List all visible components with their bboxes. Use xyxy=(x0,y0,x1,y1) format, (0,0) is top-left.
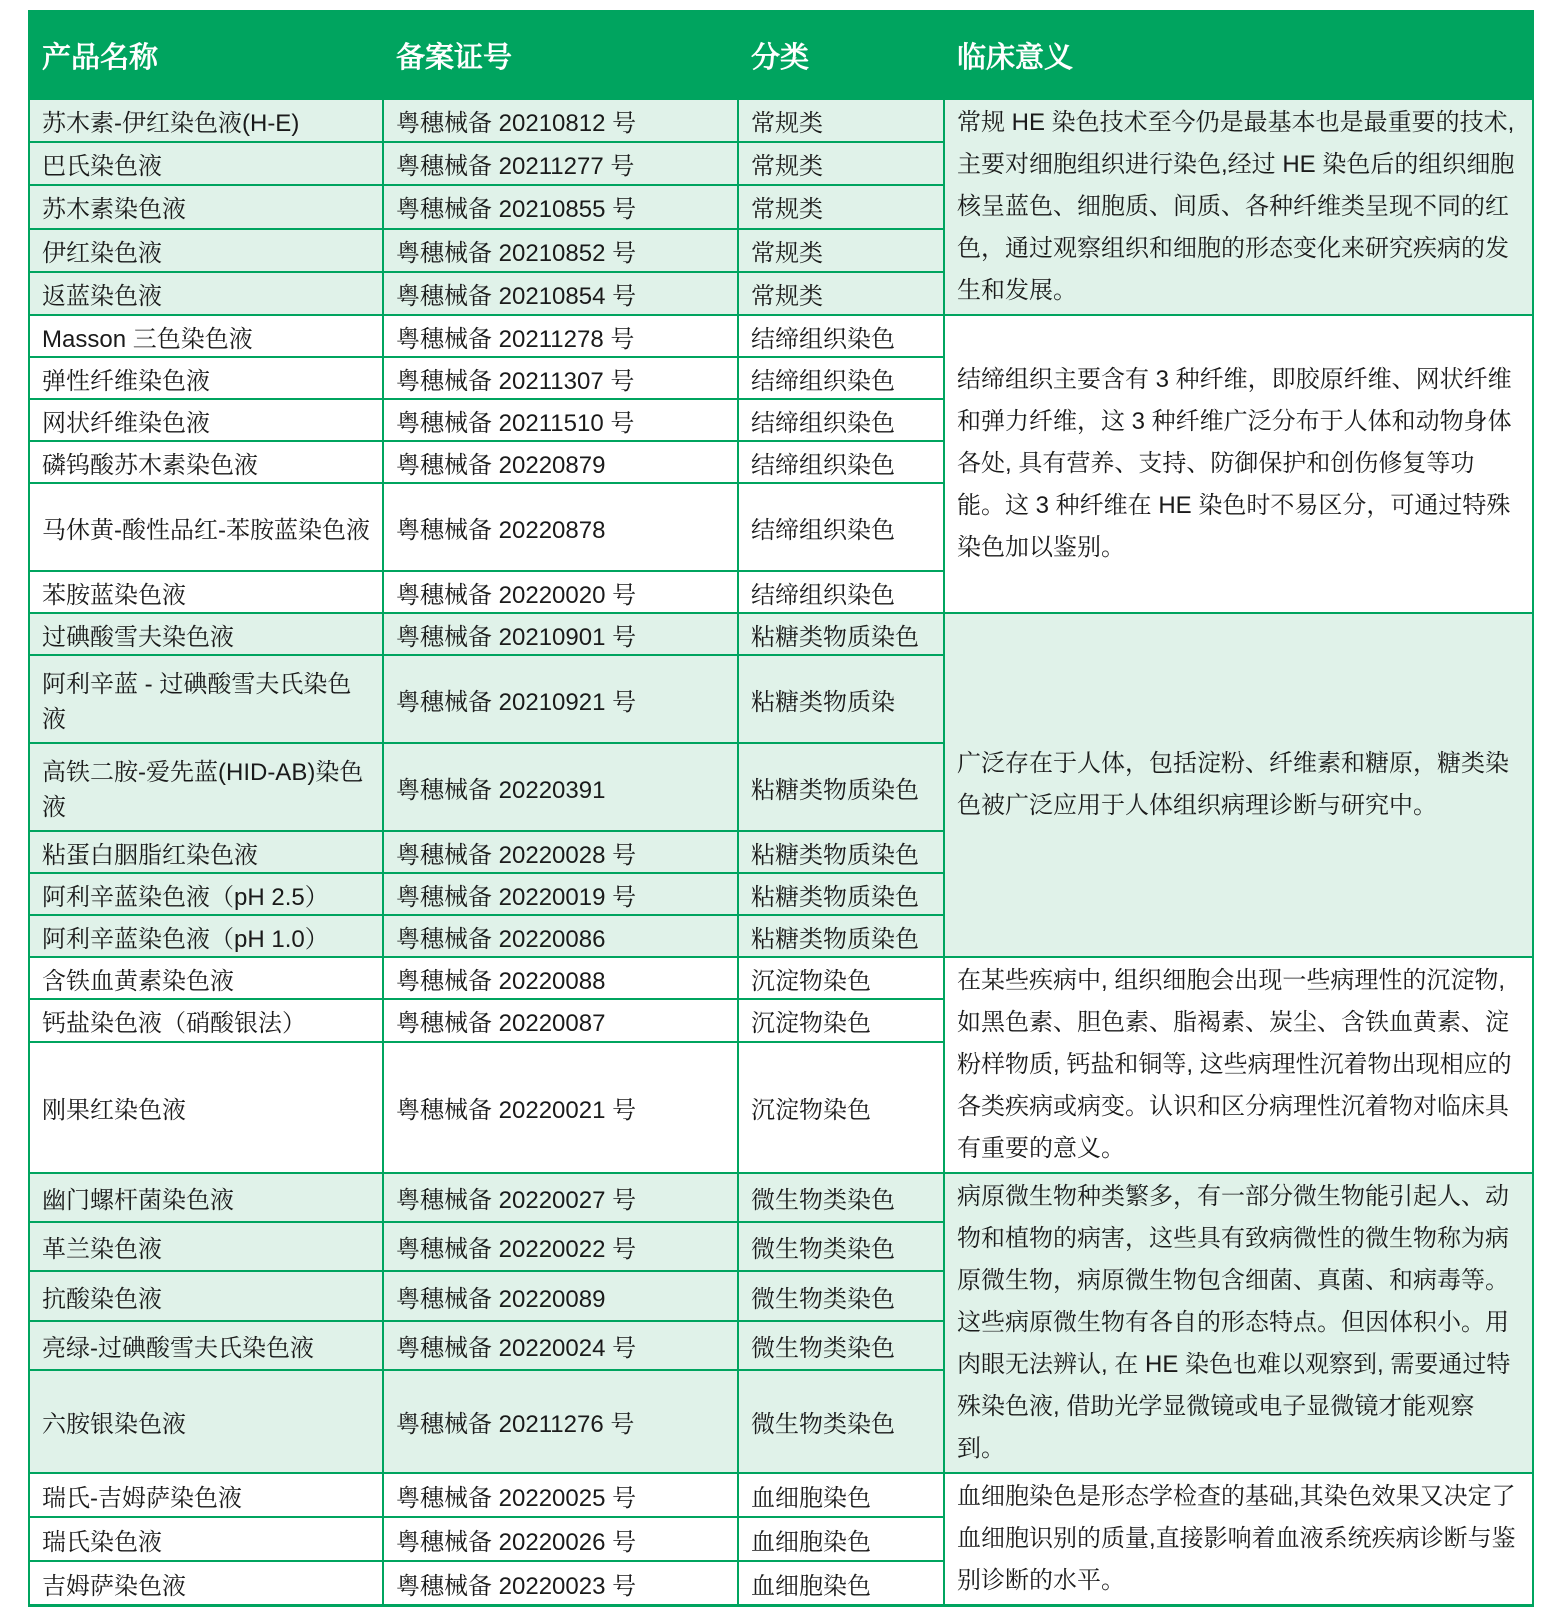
cert-number-cell: 粤穗械备 20220019 号 xyxy=(383,873,738,915)
cert-number-cell: 粤穗械备 20210854 号 xyxy=(383,272,738,315)
product-name-cell: 钙盐染色液（硝酸银法） xyxy=(29,999,383,1041)
product-name-cell: 刚果红染色液 xyxy=(29,1042,383,1173)
clinical-significance-cell: 血细胞染色是形态学检查的基础,其染色效果又决定了血细胞识别的质量,直接影响着血液系统疾病诊断与鉴别诊断的水平。 xyxy=(944,1473,1533,1606)
table-row xyxy=(29,315,1533,357)
product-name-cell: 苏木素染色液 xyxy=(29,185,383,228)
category-cell: 粘糖类物质染色 xyxy=(738,613,944,655)
cert-number-cell: 粤穗械备 20210812 号 xyxy=(383,99,738,142)
category-cell: 结缔组织染色 xyxy=(738,315,944,357)
cert-number-cell: 粤穗械备 20220025 号 xyxy=(383,1473,738,1517)
category-cell: 结缔组织染色 xyxy=(738,571,944,613)
product-name-cell: 阿利辛蓝染色液（pH 2.5） xyxy=(29,873,383,915)
category-cell: 粘糖类物质染色 xyxy=(738,831,944,873)
category-cell: 血细胞染色 xyxy=(738,1473,944,1517)
cert-number-cell: 粤穗械备 20220089 xyxy=(383,1271,738,1320)
column-header-category: 分类 xyxy=(738,11,944,99)
category-cell: 粘糖类物质染 xyxy=(738,655,944,743)
product-name-cell: 马休黄-酸性品红-苯胺蓝染色液 xyxy=(29,483,383,571)
category-cell: 结缔组织染色 xyxy=(738,357,944,399)
clinical-significance-cell: 结缔组织主要含有 3 种纤维，即胶原纤维、网状纤维和弹力纤维，这 3 种纤维广泛分布于人体和动物身体各处, 具有营养、支持、防御保护和创伤修复等功能。这 3 种纤维在 HE 染色时不易区分，可通过特殊染色加以鉴别。 xyxy=(944,315,1533,613)
cert-number-cell: 粤穗械备 20220087 xyxy=(383,999,738,1041)
product-name-cell: 瑞氏-吉姆萨染色液 xyxy=(29,1473,383,1517)
table-row xyxy=(29,1473,1533,1517)
category-cell: 粘糖类物质染色 xyxy=(738,743,944,831)
product-name-cell: Masson 三色染色液 xyxy=(29,315,383,357)
cert-number-cell: 粤穗械备 20211307 号 xyxy=(383,357,738,399)
product-name-cell: 吉姆萨染色液 xyxy=(29,1561,383,1605)
cert-number-cell: 粤穗械备 20220027 号 xyxy=(383,1173,738,1222)
product-name-cell: 磷钨酸苏木素染色液 xyxy=(29,441,383,483)
product-name-cell: 苏木素-伊红染色液(H-E) xyxy=(29,99,383,142)
column-header-product-name: 产品名称 xyxy=(29,11,383,99)
cert-number-cell: 粤穗械备 20220026 号 xyxy=(383,1517,738,1561)
product-registration-table xyxy=(28,10,1534,1607)
cert-number-cell: 粤穗械备 20220028 号 xyxy=(383,831,738,873)
category-cell: 沉淀物染色 xyxy=(738,999,944,1041)
product-name-cell: 弹性纤维染色液 xyxy=(29,357,383,399)
clinical-significance-cell: 病原微生物种类繁多，有一部分微生物能引起人、动物和植物的病害，这些具有致病微性的微生物称为病原微生物，病原微生物包含细菌、真菌、和病毒等。这些病原微生物有各自的形态特点。但因体积小。用肉眼无法辨认, 在 HE 染色也难以观察到, 需要通过特殊染色液, 借助光学显微镜或电子显微镜才能观察到。 xyxy=(944,1173,1533,1473)
cert-number-cell: 粤穗械备 20220021 号 xyxy=(383,1042,738,1173)
category-cell: 沉淀物染色 xyxy=(738,957,944,999)
clinical-significance-cell: 广泛存在于人体，包括淀粉、纤维素和糖原，糖类染色被广泛应用于人体组织病理诊断与研究中。 xyxy=(944,613,1533,957)
table-row xyxy=(29,99,1533,142)
category-cell: 微生物类染色 xyxy=(738,1370,944,1473)
column-header-clinical-significance: 临床意义 xyxy=(944,11,1533,99)
category-cell: 血细胞染色 xyxy=(738,1561,944,1605)
clinical-significance-cell: 常规 HE 染色技术至今仍是最基本也是最重要的技术,主要对细胞组织进行染色,经过 HE 染色后的组织细胞核呈蓝色、细胞质、间质、各种纤维类呈现不同的红色，通过观察组织和细胞的形态变化来研究疾病的发生和发展。 xyxy=(944,99,1533,315)
table-row xyxy=(29,613,1533,655)
category-cell: 微生物类染色 xyxy=(738,1321,944,1370)
product-name-cell: 苯胺蓝染色液 xyxy=(29,571,383,613)
product-name-cell: 幽门螺杆菌染色液 xyxy=(29,1173,383,1222)
category-cell: 微生物类染色 xyxy=(738,1271,944,1320)
category-cell: 常规类 xyxy=(738,272,944,315)
cert-number-cell: 粤穗械备 20220020 号 xyxy=(383,571,738,613)
product-name-cell: 革兰染色液 xyxy=(29,1222,383,1271)
category-cell: 粘糖类物质染色 xyxy=(738,915,944,957)
cert-number-cell: 粤穗械备 20220391 xyxy=(383,743,738,831)
cert-number-cell: 粤穗械备 20220022 号 xyxy=(383,1222,738,1271)
table-row xyxy=(29,1173,1533,1222)
category-cell: 常规类 xyxy=(738,229,944,272)
cert-number-cell: 粤穗械备 20210852 号 xyxy=(383,229,738,272)
product-name-cell: 过碘酸雪夫染色液 xyxy=(29,613,383,655)
cert-number-cell: 粤穗械备 20220086 xyxy=(383,915,738,957)
cert-number-cell: 粤穗械备 20220088 xyxy=(383,957,738,999)
product-name-cell: 亮绿-过碘酸雪夫氏染色液 xyxy=(29,1321,383,1370)
column-header-cert-number: 备案证号 xyxy=(383,11,738,99)
header-row xyxy=(29,11,1533,99)
category-cell: 微生物类染色 xyxy=(738,1173,944,1222)
cert-number-cell: 粤穗械备 20220024 号 xyxy=(383,1321,738,1370)
product-name-cell: 高铁二胺-爱先蓝(HID-AB)染色液 xyxy=(29,743,383,831)
cert-number-cell: 粤穗械备 20220878 xyxy=(383,483,738,571)
cert-number-cell: 粤穗械备 20210901 号 xyxy=(383,613,738,655)
category-cell: 微生物类染色 xyxy=(738,1222,944,1271)
category-cell: 粘糖类物质染色 xyxy=(738,873,944,915)
table-row xyxy=(29,957,1533,999)
cert-number-cell: 粤穗械备 20220879 xyxy=(383,441,738,483)
cert-number-cell: 粤穗械备 20211276 号 xyxy=(383,1370,738,1473)
category-cell: 常规类 xyxy=(738,99,944,142)
cert-number-cell: 粤穗械备 20220023 号 xyxy=(383,1561,738,1605)
cert-number-cell: 粤穗械备 20211277 号 xyxy=(383,142,738,185)
product-name-cell: 含铁血黄素染色液 xyxy=(29,957,383,999)
category-cell: 结缔组织染色 xyxy=(738,483,944,571)
product-name-cell: 伊红染色液 xyxy=(29,229,383,272)
product-name-cell: 粘蛋白胭脂红染色液 xyxy=(29,831,383,873)
category-cell: 常规类 xyxy=(738,142,944,185)
category-cell: 结缔组织染色 xyxy=(738,399,944,441)
category-cell: 常规类 xyxy=(738,185,944,228)
product-name-cell: 阿利辛蓝 - 过碘酸雪夫氏染色液 xyxy=(29,655,383,743)
cert-number-cell: 粤穗械备 20211278 号 xyxy=(383,315,738,357)
product-name-cell: 抗酸染色液 xyxy=(29,1271,383,1320)
category-cell: 沉淀物染色 xyxy=(738,1042,944,1173)
product-name-cell: 返蓝染色液 xyxy=(29,272,383,315)
product-name-cell: 瑞氏染色液 xyxy=(29,1517,383,1561)
product-name-cell: 巴氏染色液 xyxy=(29,142,383,185)
cert-number-cell: 粤穗械备 20211510 号 xyxy=(383,399,738,441)
clinical-significance-cell: 在某些疾病中, 组织细胞会出现一些病理性的沉淀物, 如黑色素、胆色素、脂褐素、炭尘、含铁血黄素、淀粉样物质, 钙盐和铜等, 这些病理性沉着物出现相应的各类疾病或病变。认识和区分病理性沉着物对临床具有重要的意义。 xyxy=(944,957,1533,1173)
product-name-cell: 六胺银染色液 xyxy=(29,1370,383,1473)
product-name-cell: 网状纤维染色液 xyxy=(29,399,383,441)
category-cell: 结缔组织染色 xyxy=(738,441,944,483)
cert-number-cell: 粤穗械备 20210921 号 xyxy=(383,655,738,743)
category-cell: 血细胞染色 xyxy=(738,1517,944,1561)
product-name-cell: 阿利辛蓝染色液（pH 1.0） xyxy=(29,915,383,957)
cert-number-cell: 粤穗械备 20210855 号 xyxy=(383,185,738,228)
